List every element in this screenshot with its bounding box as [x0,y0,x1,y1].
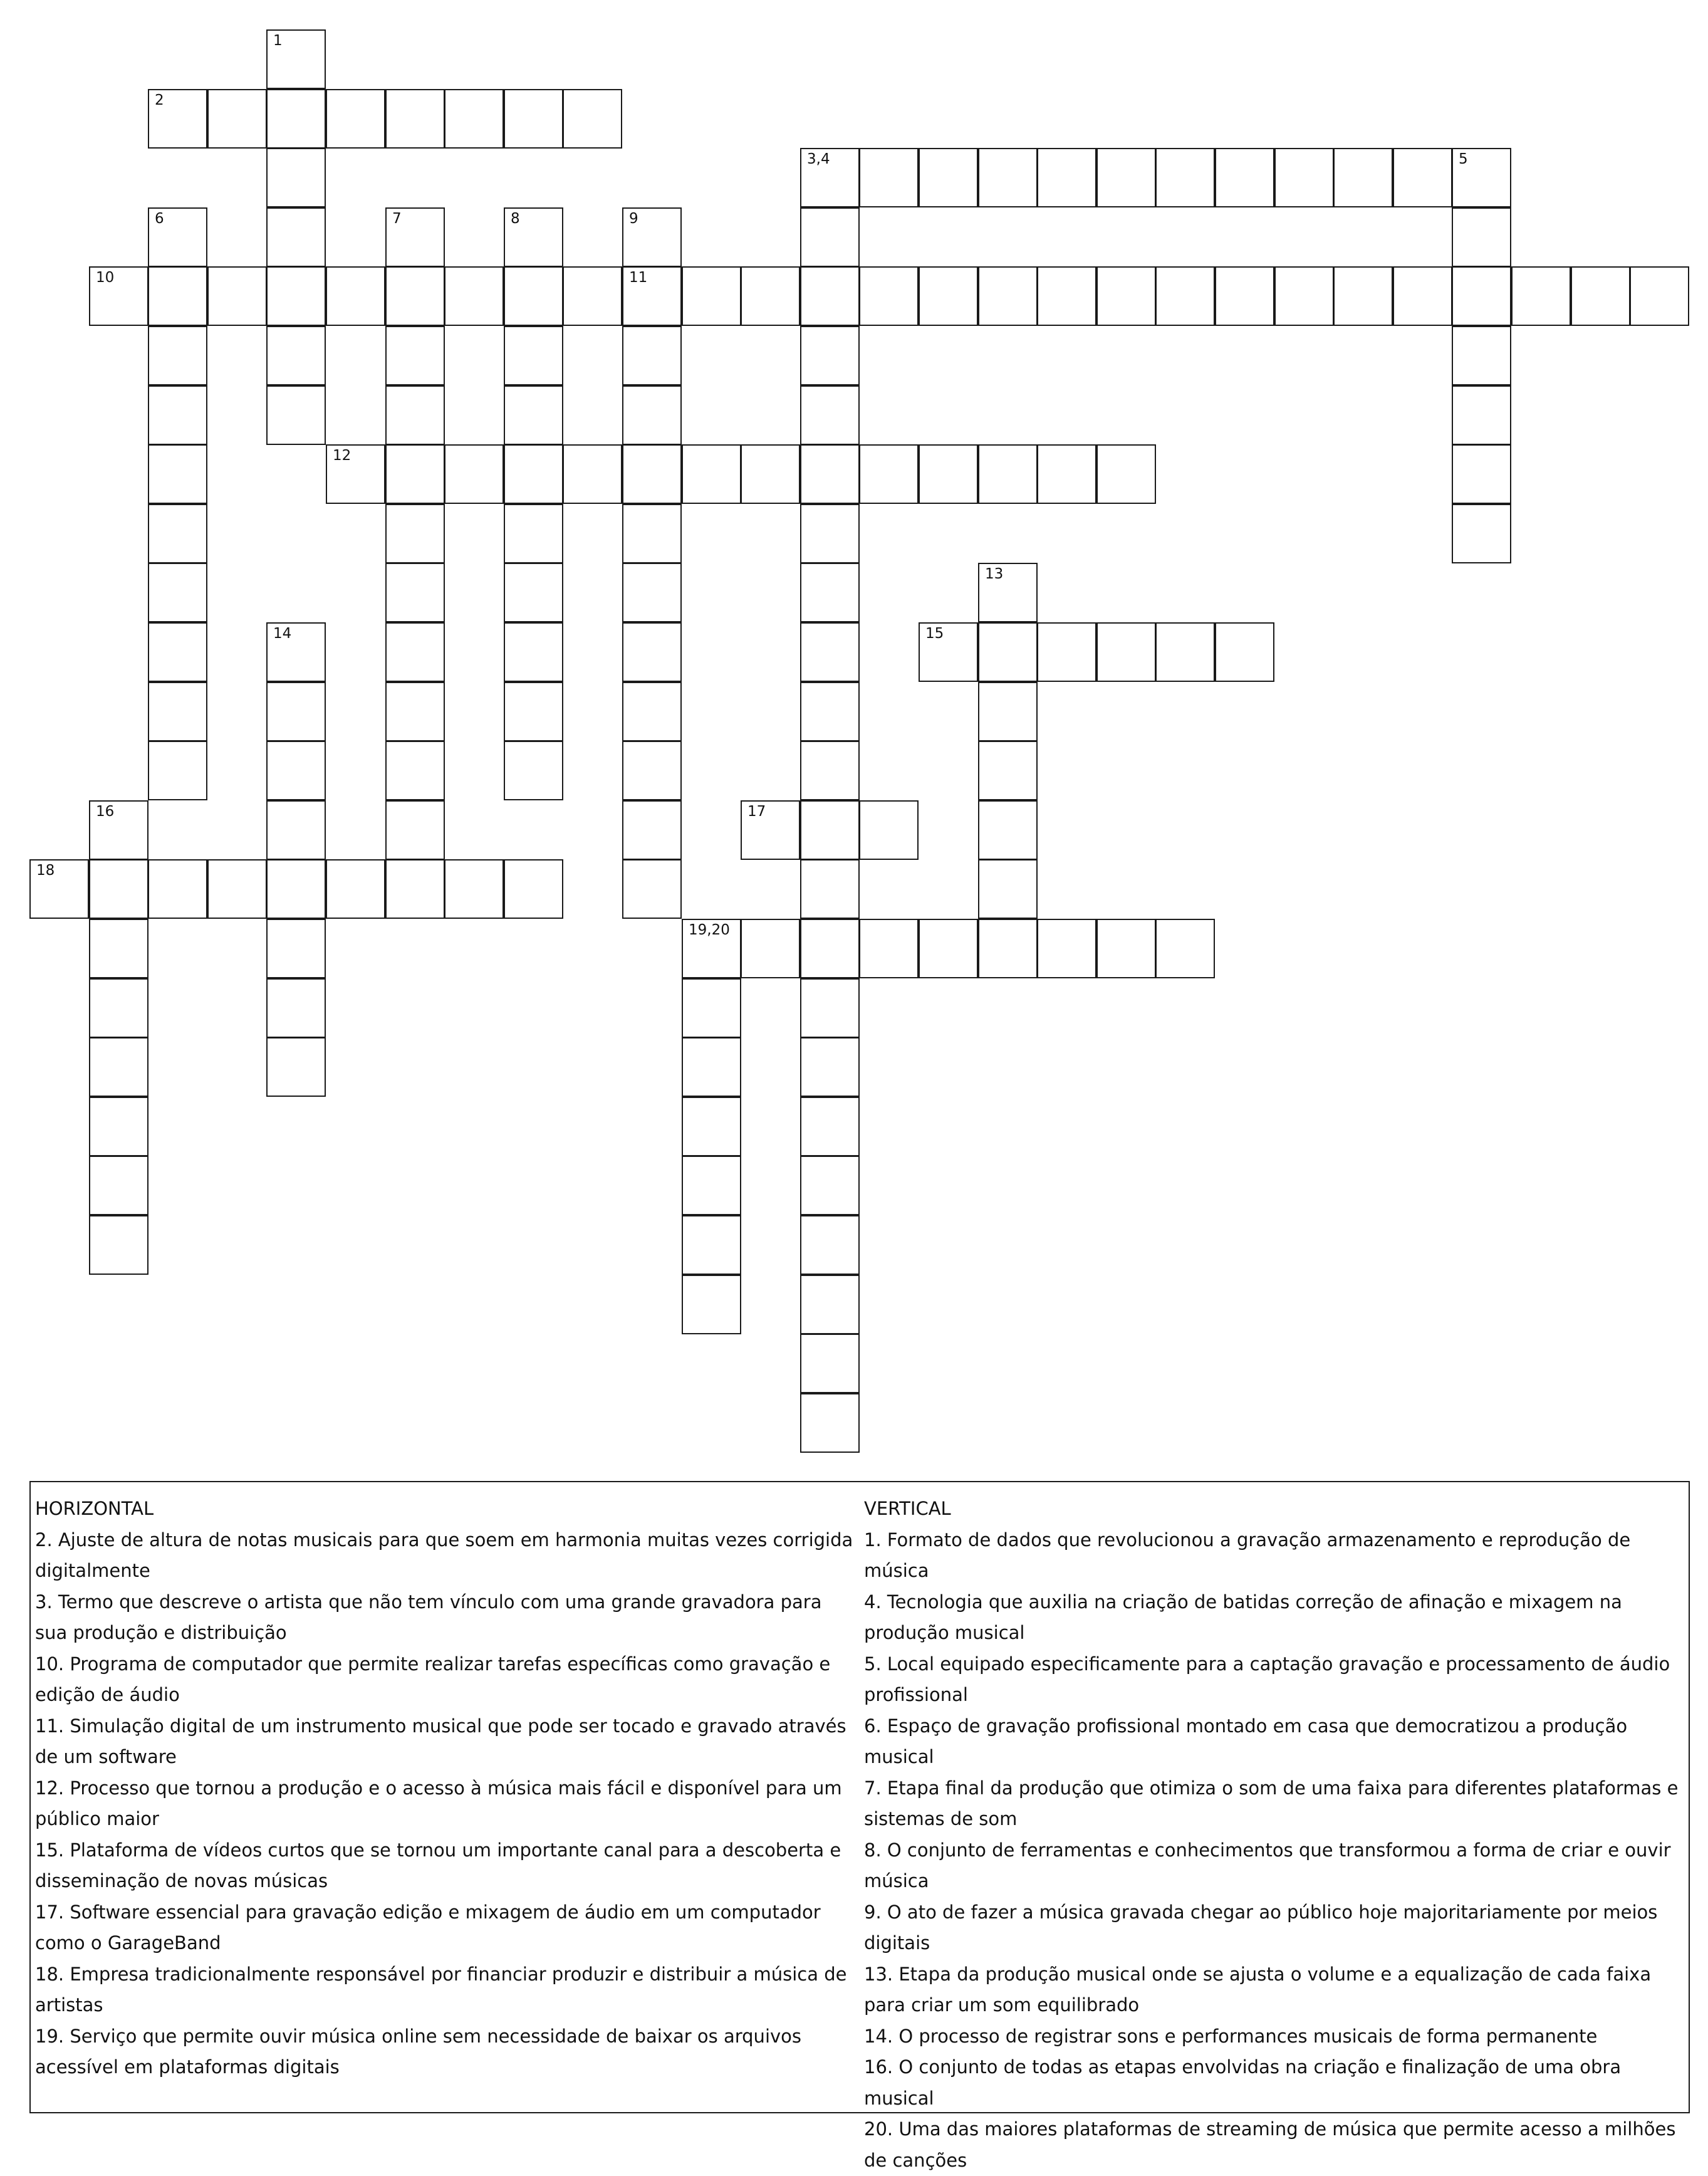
grid-cell[interactable] [504,622,563,682]
clue-number: 5 [1459,151,1468,167]
grid-cell[interactable] [1155,919,1215,978]
clue-number: 18 [36,862,55,879]
grid-cell[interactable] [89,1215,148,1275]
grid-cell[interactable] [385,385,445,445]
grid-cell[interactable] [1630,266,1689,326]
clue-vertical-14: 14. O processo de registrar sons e performances musicais de forma permanente [864,2025,1598,2047]
grid-cell[interactable] [1096,444,1156,504]
grid-cell[interactable] [504,563,563,622]
grid-cell[interactable] [444,859,504,919]
grid-cell[interactable] [266,1037,326,1097]
grid-cell[interactable] [207,859,267,919]
grid-cell[interactable] [385,504,445,563]
clue-number: 10 [96,269,115,286]
grid-cell[interactable] [682,1097,741,1156]
vertical-clues [864,1493,1689,2176]
grid-cell[interactable] [148,859,207,919]
grid-cell[interactable] [682,978,741,1038]
clue-number: 14 [273,625,292,642]
grid-cell[interactable] [622,266,682,326]
grid-cell[interactable] [385,444,445,504]
grid-cell[interactable] [207,89,267,149]
grid-cell[interactable] [266,741,326,800]
grid-cell[interactable] [919,266,978,326]
grid-cell[interactable] [266,919,326,978]
grid-cell[interactable] [266,385,326,445]
clue-number: 7 [392,211,402,227]
grid-cell[interactable] [148,741,207,800]
grid-cell[interactable] [978,682,1038,741]
grid-cell[interactable] [1511,266,1571,326]
grid-cell[interactable] [1037,444,1096,504]
grid-cell[interactable] [622,207,682,267]
grid-cell[interactable] [444,444,504,504]
clue-number: 6 [155,211,164,227]
clue-number: 17 [747,803,766,820]
grid-cell[interactable] [800,800,860,860]
grid-cell[interactable] [800,919,860,978]
grid-cell[interactable] [504,326,563,385]
grid-cell[interactable] [385,207,445,267]
grid-cell[interactable] [385,563,445,622]
grid-cell[interactable] [89,1097,148,1156]
grid-cell[interactable] [622,504,682,563]
grid-cell[interactable] [326,859,385,919]
grid-cell[interactable] [326,444,385,504]
grid-cell[interactable] [89,1037,148,1097]
grid-cell[interactable] [89,978,148,1038]
grid-cell[interactable] [682,919,741,978]
grid-cell[interactable] [1096,622,1156,682]
grid-cell[interactable] [859,266,919,326]
grid-cell[interactable] [326,266,385,326]
clue-vertical-20: 20. Uma das maiores plataformas de streaming de música que permite acesso a milhões de canções [864,2118,1676,2171]
grid-cell[interactable] [682,444,741,504]
grid-cell[interactable] [89,1156,148,1215]
grid-cell[interactable] [622,444,682,504]
grid-cell[interactable] [444,266,504,326]
grid-cell[interactable] [148,563,207,622]
grid-cell[interactable] [266,207,326,267]
grid-cell[interactable] [800,1037,860,1097]
grid-cell[interactable] [622,859,682,919]
grid-cell[interactable] [148,682,207,741]
grid-cell[interactable] [148,207,207,267]
grid-cell[interactable] [682,1156,741,1215]
grid-cell[interactable] [1452,385,1511,445]
grid-cell[interactable] [800,1097,860,1156]
grid-cell[interactable] [682,266,741,326]
grid-cell[interactable] [800,444,860,504]
grid-cell[interactable] [563,444,622,504]
grid-cell[interactable] [266,682,326,741]
grid-cell[interactable] [1215,266,1274,326]
grid-cell[interactable] [622,622,682,682]
clue-number: 2 [155,92,164,108]
grid-cell[interactable] [919,622,978,682]
grid-cell[interactable] [148,385,207,445]
grid-cell[interactable] [978,266,1038,326]
grid-cell[interactable] [148,622,207,682]
grid-cell[interactable] [385,622,445,682]
grid-cell[interactable] [266,622,326,682]
grid-cell[interactable] [978,622,1038,682]
clue-horizontal-12: 12. Processo que tornou a produção e o acesso à música mais fácil e disponível para um público maior [35,1777,842,1829]
clue-vertical-7: 7. Etapa final da produção que otimiza o som de uma faixa para diferentes plataformas e sistemas de som [864,1777,1679,1829]
grid-cell[interactable] [800,148,860,207]
grid-cell[interactable] [89,919,148,978]
grid-cell[interactable] [859,444,919,504]
clue-number: 8 [511,211,520,227]
grid-cell[interactable] [1452,326,1511,385]
clue-number: 1 [273,33,283,49]
grid-cell[interactable] [741,266,800,326]
clue-horizontal-17: 17. Software essencial para gravação edição e mixagem de áudio em um computador como o GarageBand [35,1901,821,1954]
clue-horizontal-10: 10. Programa de computador que permite realizar tarefas específicas como gravação e edição de áudio [35,1653,831,1705]
clue-vertical-8: 8. O conjunto de ferramentas e conhecimentos que transformou a forma de criar e ouvir música [864,1839,1671,1891]
grid-cell[interactable] [266,800,326,860]
grid-cell[interactable] [800,563,860,622]
grid-cell[interactable] [800,385,860,445]
grid-cell[interactable] [1096,919,1156,978]
clue-number: 12 [333,447,351,464]
grid-cell[interactable] [919,444,978,504]
clue-vertical-6: 6. Espaço de gravação profissional montado em casa que democratizou a produção musical [864,1715,1628,1767]
grid-cell[interactable] [1393,148,1452,207]
grid-cell[interactable] [385,266,445,326]
grid-cell[interactable] [1452,444,1511,504]
grid-cell[interactable] [148,444,207,504]
grid-cell[interactable] [1274,148,1334,207]
grid-cell[interactable] [1037,266,1096,326]
grid-cell[interactable] [1452,504,1511,563]
grid-cell[interactable] [741,444,800,504]
grid-cell[interactable] [622,563,682,622]
grid-cell[interactable] [504,741,563,800]
grid-cell[interactable] [266,326,326,385]
grid-cell[interactable] [741,800,800,860]
grid-cell[interactable] [148,326,207,385]
grid-cell[interactable] [800,622,860,682]
grid-cell[interactable] [978,148,1038,207]
clue-number: 19,20 [689,922,730,938]
horizontal-clues [35,1493,856,2083]
grid-cell[interactable] [1215,622,1274,682]
grid-cell[interactable] [919,148,978,207]
clue-number: 13 [985,566,1004,582]
grid-cell[interactable] [1155,622,1215,682]
grid-cell[interactable] [504,266,563,326]
grid-cell[interactable] [622,682,682,741]
grid-cell[interactable] [504,89,563,149]
grid-cell[interactable] [800,859,860,919]
clues-box [29,1481,1690,2171]
grid-cell[interactable] [978,859,1038,919]
grid-cell[interactable] [444,89,504,149]
grid-cell[interactable] [89,800,148,860]
grid-cell[interactable] [385,682,445,741]
grid-cell[interactable] [563,89,622,149]
grid-cell[interactable] [1571,266,1630,326]
clue-vertical-1: 1. Formato de dados que revolucionou a gravação armazenamento e reprodução de música [864,1529,1631,1581]
grid-cell[interactable] [800,978,860,1038]
grid-cell[interactable] [800,741,860,800]
grid-cell[interactable] [1333,266,1393,326]
grid-cell[interactable] [800,207,860,267]
grid-cell[interactable] [800,1215,860,1275]
grid-cell[interactable] [800,682,860,741]
clue-number: 3,4 [807,151,830,167]
grid-cell[interactable] [148,89,207,149]
grid-cell[interactable] [385,741,445,800]
grid-cell[interactable] [504,207,563,267]
clue-number: 9 [629,211,638,227]
grid-cell[interactable] [326,89,385,149]
grid-cell[interactable] [1215,148,1274,207]
grid-cell[interactable] [266,148,326,207]
grid-cell[interactable] [800,1275,860,1334]
grid-cell[interactable] [859,800,919,860]
grid-cell[interactable] [385,89,445,149]
grid-cell[interactable] [978,741,1038,800]
clue-horizontal-11: 11. Simulação digital de um instrumento musical que pode ser tocado e gravado através de um software [35,1715,846,1767]
grid-cell[interactable] [800,504,860,563]
grid-cell[interactable] [859,919,919,978]
grid-cell[interactable] [1155,266,1215,326]
grid-cell[interactable] [622,385,682,445]
grid-cell[interactable] [800,1393,860,1453]
grid-cell[interactable] [89,859,148,919]
grid-cell[interactable] [978,563,1038,622]
grid-cell[interactable] [504,504,563,563]
grid-cell[interactable] [504,859,563,919]
vertical-heading: VERTICAL [864,1498,951,1519]
grid-cell[interactable] [1452,266,1511,326]
grid-cell[interactable] [29,859,89,919]
grid-cell[interactable] [504,444,563,504]
grid-cell[interactable] [800,326,860,385]
clue-horizontal-3: 3. Termo que descreve o artista que não tem vínculo com uma grande gravadora para sua produção e distribuição [35,1591,822,1643]
grid-cell[interactable] [266,266,326,326]
grid-cell[interactable] [1274,266,1334,326]
clue-horizontal-19: 19. Serviço que permite ouvir música online sem necessidade de baixar os arquivos acessível em plataformas digitais [35,2025,802,2078]
grid-cell[interactable] [563,266,622,326]
grid-cell[interactable] [682,1215,741,1275]
grid-cell[interactable] [622,800,682,860]
grid-cell[interactable] [504,682,563,741]
grid-cell[interactable] [682,1037,741,1097]
grid-cell[interactable] [385,859,445,919]
grid-cell[interactable] [266,978,326,1038]
clue-horizontal-2: 2. Ajuste de altura de notas musicais para que soem em harmonia muitas vezes corrigida digitalmente [35,1529,853,1581]
grid-cell[interactable] [266,859,326,919]
clue-horizontal-15: 15. Plataforma de vídeos curtos que se tornou um importante canal para a descoberta e disseminação de novas músicas [35,1839,841,1891]
clue-horizontal-18: 18. Empresa tradicionalmente responsável por financiar produzir e distribuir a música de artistas [35,1963,847,2016]
grid-cell[interactable] [89,266,148,326]
grid-cell[interactable] [622,326,682,385]
clue-number: 11 [629,269,648,286]
grid-cell[interactable] [207,266,267,326]
grid-cell[interactable] [385,326,445,385]
grid-cell[interactable] [919,919,978,978]
grid-cell[interactable] [978,800,1038,860]
clue-vertical-5: 5. Local equipado especificamente para a captação gravação e processamento de áudio profissional [864,1653,1670,1705]
grid-cell[interactable] [148,266,207,326]
clue-vertical-13: 13. Etapa da produção musical onde se ajusta o volume e a equalização de cada faixa para criar um som equilibrado [864,1963,1652,2016]
clue-vertical-16: 16. O conjunto de todas as etapas envolvidas na criação e finalização de uma obra musical [864,2056,1622,2109]
grid-cell[interactable] [1333,148,1393,207]
grid-cell[interactable] [1037,919,1096,978]
grid-cell[interactable] [800,1156,860,1215]
grid-cell[interactable] [622,741,682,800]
clue-number: 16 [96,803,115,820]
grid-cell[interactable] [1037,148,1096,207]
grid-cell[interactable] [1393,266,1452,326]
grid-cell[interactable] [148,504,207,563]
grid-cell[interactable] [978,919,1038,978]
grid-cell[interactable] [800,266,860,326]
grid-cell[interactable] [1155,148,1215,207]
grid-cell[interactable] [741,919,800,978]
clue-vertical-4: 4. Tecnologia que auxilia na criação de batidas correção de afinação e mixagem na produção musical [864,1591,1622,1643]
grid-cell[interactable] [1452,207,1511,267]
grid-cell[interactable] [1037,622,1096,682]
clue-number: 15 [925,625,944,642]
grid-cell[interactable] [504,385,563,445]
grid-cell[interactable] [1452,148,1511,207]
grid-cell[interactable] [859,148,919,207]
grid-cell[interactable] [800,1334,860,1393]
grid-cell[interactable] [682,1275,741,1334]
clue-vertical-9: 9. O ato de fazer a música gravada chegar ao público hoje majoritariamente por meios digitais [864,1901,1658,1954]
grid-cell[interactable] [385,800,445,860]
horizontal-heading: HORIZONTAL [35,1498,154,1519]
grid-cell[interactable] [1096,148,1156,207]
grid-cell[interactable] [266,89,326,149]
grid-cell[interactable] [978,444,1038,504]
grid-cell[interactable] [266,29,326,89]
grid-cell[interactable] [1096,266,1156,326]
